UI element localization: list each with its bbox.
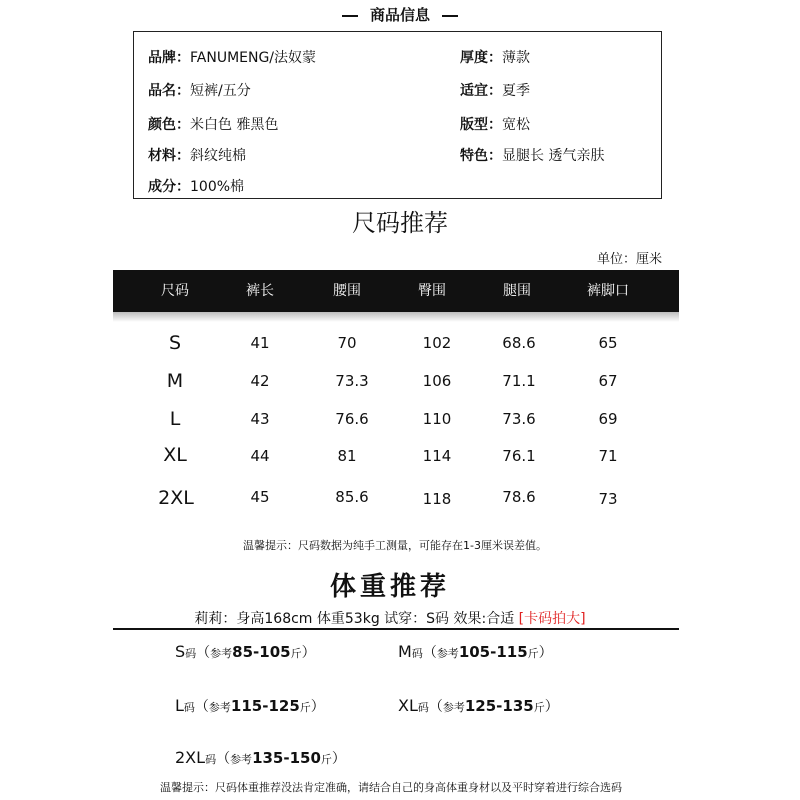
table-cell: 69 <box>598 410 618 428</box>
info-feature: 特色：显腿长 透气亲肤 <box>460 148 605 164</box>
table-cell: 65 <box>598 334 618 352</box>
table-cell: 85.6 <box>335 488 369 506</box>
header-waist: 腰围 <box>333 283 361 299</box>
header-leg-opening: 裤脚口 <box>587 283 629 299</box>
weight-item-l: L码（参考115-125斤） <box>175 696 325 715</box>
table-cell: 45 <box>250 488 270 506</box>
size-table-header <box>113 270 679 312</box>
weight-item-xl: XL码（参考125-135斤） <box>398 696 559 715</box>
header-length: 裤长 <box>246 283 274 299</box>
table-cell: L <box>169 408 181 430</box>
title-dash-left <box>342 15 358 17</box>
table-cell: 71.1 <box>502 372 536 390</box>
table-cell: 102 <box>422 334 452 352</box>
table-cell: 42 <box>250 372 270 390</box>
info-material: 材料：斜纹纯棉 <box>148 148 246 164</box>
info-color: 颜色：米白色 雅黑色 <box>148 117 279 133</box>
info-composition: 成分：100%棉 <box>148 179 245 195</box>
model-info: 莉莉：身高168cm 体重53kg 试穿：S码 效果:合适 [卡码拍大] <box>194 611 586 627</box>
table-cell: 43 <box>250 410 270 428</box>
info-product-name: 品名：短裤/五分 <box>148 83 251 99</box>
table-cell: 76.6 <box>335 410 369 428</box>
table-cell: 71 <box>598 447 618 465</box>
table-cell: 73.6 <box>502 410 536 428</box>
table-cell: M <box>166 370 184 392</box>
table-cell: 2XL <box>158 487 194 509</box>
weight-item-2xl: 2XL码（参考135-150斤） <box>175 748 346 767</box>
table-cell: 78.6 <box>502 488 536 506</box>
table-cell: 114 <box>422 447 452 465</box>
size-chart-title: 尺码推荐 <box>352 209 448 237</box>
header-thigh: 腿围 <box>503 283 531 299</box>
header-size: 尺码 <box>161 283 189 299</box>
table-cell: 70 <box>337 334 357 352</box>
table-cell: 73.3 <box>335 372 369 390</box>
header-shadow <box>113 312 679 322</box>
table-cell: 67 <box>598 372 618 390</box>
table-cell: 118 <box>422 490 452 508</box>
product-info-box <box>133 31 662 199</box>
table-cell: 106 <box>422 372 452 390</box>
info-thickness: 厚度：薄款 <box>460 50 530 66</box>
weight-item-m: M码（参考105-115斤） <box>398 642 553 661</box>
info-brand: 品牌：FANUMENG/法奴蒙 <box>148 50 317 66</box>
product-info-title: 商品信息 <box>0 4 800 26</box>
weight-tip: 温馨提示：尺码体重推荐没法肯定准确，请结合自己的身高体重身材以及平时穿着进行综合选码 <box>160 781 622 794</box>
table-cell: 68.6 <box>502 334 536 352</box>
table-cell: 76.1 <box>502 447 536 465</box>
info-fit: 版型：宽松 <box>460 117 530 133</box>
table-cell: XL <box>163 444 187 466</box>
table-cell: 41 <box>250 334 270 352</box>
info-season: 适宜：夏季 <box>460 83 530 99</box>
table-cell: 44 <box>250 447 270 465</box>
header-hip: 臀围 <box>418 283 446 299</box>
weight-divider <box>113 628 679 630</box>
weight-title: 体重推荐 <box>329 572 450 602</box>
weight-item-s: S码（参考85-105斤） <box>175 642 316 661</box>
model-note: [卡码拍大] <box>518 611 586 627</box>
table-cell: 110 <box>422 410 452 428</box>
size-tip: 温馨提示：尺码数据为纯手工测量，可能存在1-3厘米误差值。 <box>243 539 547 552</box>
unit-label: 单位：厘米 <box>597 252 663 267</box>
table-cell: 81 <box>337 447 357 465</box>
title-dash-right <box>442 15 458 17</box>
table-cell: S <box>168 332 182 354</box>
table-cell: 73 <box>598 490 618 508</box>
